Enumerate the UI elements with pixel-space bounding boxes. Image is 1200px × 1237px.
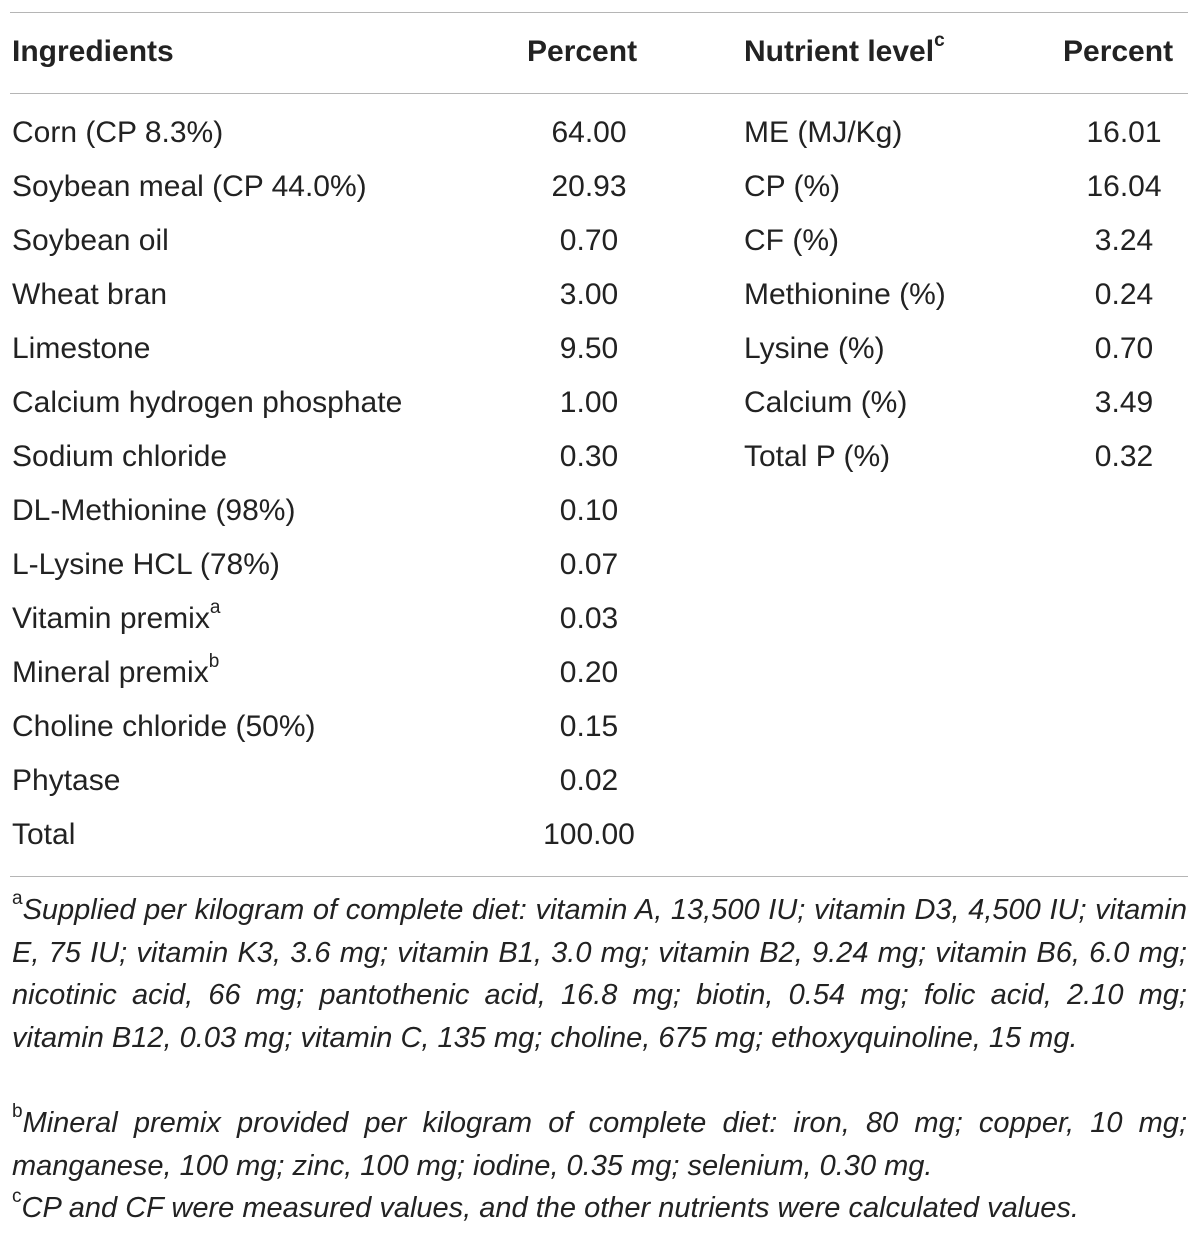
nutrient-name: Calcium (%) <box>744 386 908 419</box>
ingredient-row <box>12 545 280 585</box>
ingredient-row <box>12 653 219 693</box>
ingredient-row <box>12 491 295 531</box>
nutrient-value: 0.24 <box>1094 278 1154 311</box>
header-rule <box>10 93 1188 94</box>
ingredient-name: Wheat bran <box>12 278 168 311</box>
ingredient-value: 0.10 <box>559 494 619 527</box>
ingredient-value: 0.07 <box>559 548 619 581</box>
bottom-rule <box>10 876 1188 877</box>
ingredient-row <box>12 437 227 477</box>
footnote-a <box>12 889 1187 1059</box>
ingredient-name: Sodium chloride <box>12 440 228 473</box>
nutrient-value: 3.24 <box>1094 224 1154 257</box>
nutrient-value: 16.01 <box>1086 116 1162 149</box>
ingredient-name: Choline chloride (50%) <box>12 710 316 743</box>
ingredient-value: 0.30 <box>559 440 619 473</box>
nutrient-name: Lysine (%) <box>744 332 885 365</box>
nutrient-value: 0.70 <box>1094 332 1154 365</box>
ingredient-row <box>12 329 150 369</box>
ingredient-value: 3.00 <box>559 278 619 311</box>
footnote-marker: b <box>208 651 220 672</box>
nutrient-value: 0.32 <box>1094 440 1154 473</box>
top-rule <box>10 12 1188 13</box>
ingredient-row <box>12 167 367 207</box>
ingredient-name: Soybean oil <box>12 224 169 257</box>
footnote-mark: b <box>12 1101 23 1123</box>
ingredient-row <box>12 221 169 261</box>
ingredient-value: 0.15 <box>559 710 619 743</box>
ingredient-name: Total <box>12 818 76 851</box>
ingredient-row <box>12 761 120 801</box>
ingredient-name: Limestone <box>12 332 151 365</box>
ingredient-value-total: 100.00 <box>543 818 635 851</box>
footnote-text: CP and CF were measured values, and the other nutrients were calculated values. <box>21 1192 1079 1224</box>
ingredient-value: 0.02 <box>559 764 619 797</box>
ingredient-row <box>12 599 220 639</box>
ingredient-value: 0.03 <box>559 602 619 635</box>
header-ingredients: Ingredients <box>12 35 174 68</box>
ingredient-value: 0.70 <box>559 224 619 257</box>
footnote-text: Mineral premix provided per kilogram of complete diet: iron, 80 mg; copper, 10 mg; manganese, 100 mg; zinc, 100 mg; iodine, 0.35 mg; selenium, 0.30 mg. <box>12 1107 1187 1182</box>
ingredient-name: DL-Methionine (98%) <box>12 494 296 527</box>
nutrient-name: ME (MJ/Kg) <box>744 116 903 149</box>
nutrient-name: CF (%) <box>744 224 839 257</box>
ingredient-name: Soybean meal (CP 44.0%) <box>12 170 367 203</box>
ingredient-row <box>12 113 223 153</box>
nutrient-name: CP (%) <box>744 170 841 203</box>
footnote-marker: a <box>209 597 221 618</box>
ingredient-row <box>12 383 402 423</box>
ingredient-row-total <box>12 815 75 855</box>
ingredient-name: L-Lysine HCL (78%) <box>12 548 280 581</box>
header-nutrient-label: Nutrient level <box>744 35 935 68</box>
ingredient-value: 9.50 <box>559 332 619 365</box>
nutrient-value: 16.04 <box>1086 170 1162 203</box>
header-nutrient-sup: c <box>934 30 945 51</box>
footnote-c <box>12 1187 1187 1230</box>
footnote-b <box>12 1102 1187 1187</box>
footnote-mark: a <box>12 888 23 910</box>
ingredient-value: 0.20 <box>559 656 619 689</box>
header-percent-ingredients: Percent <box>527 35 638 68</box>
nutrient-value: 3.49 <box>1094 386 1154 419</box>
ingredient-row <box>12 275 167 315</box>
footnote-mark: c <box>12 1186 22 1208</box>
nutrient-name: Total P (%) <box>744 440 891 473</box>
header-percent-nutrients: Percent <box>1063 35 1174 68</box>
ingredient-value: 1.00 <box>559 386 619 419</box>
ingredient-name: Mineral premix <box>12 656 209 689</box>
ingredient-value: 64.00 <box>551 116 627 149</box>
header-nutrient-level <box>744 32 945 72</box>
ingredient-name: Calcium hydrogen phosphate <box>12 386 403 419</box>
ingredient-name: Corn (CP 8.3%) <box>12 116 224 149</box>
ingredient-name: Phytase <box>12 764 121 797</box>
footnote-text: Supplied per kilogram of complete diet: vitamin A, 13,500 IU; vitamin D3, 4,500 IU; vitamin E, 75 IU; vitamin K3, 3.6 mg; vitamin B1, 3.0 mg; vitamin B2, 9.24 mg; vitamin B6, 6.0 mg; nicotinic acid, 66 mg; pantothenic acid, 16.8 mg; biotin, 0.54 mg; folic acid, 2.10 mg; vitamin B12, 0.03 mg; vitamin C, 135 mg; choline, 675 mg; ethoxyquinoline, 15 mg. <box>12 894 1187 1054</box>
ingredient-name: Vitamin premix <box>12 602 210 635</box>
ingredient-value: 20.93 <box>551 170 627 203</box>
nutrient-name: Methionine (%) <box>744 278 946 311</box>
ingredient-row <box>12 707 316 747</box>
